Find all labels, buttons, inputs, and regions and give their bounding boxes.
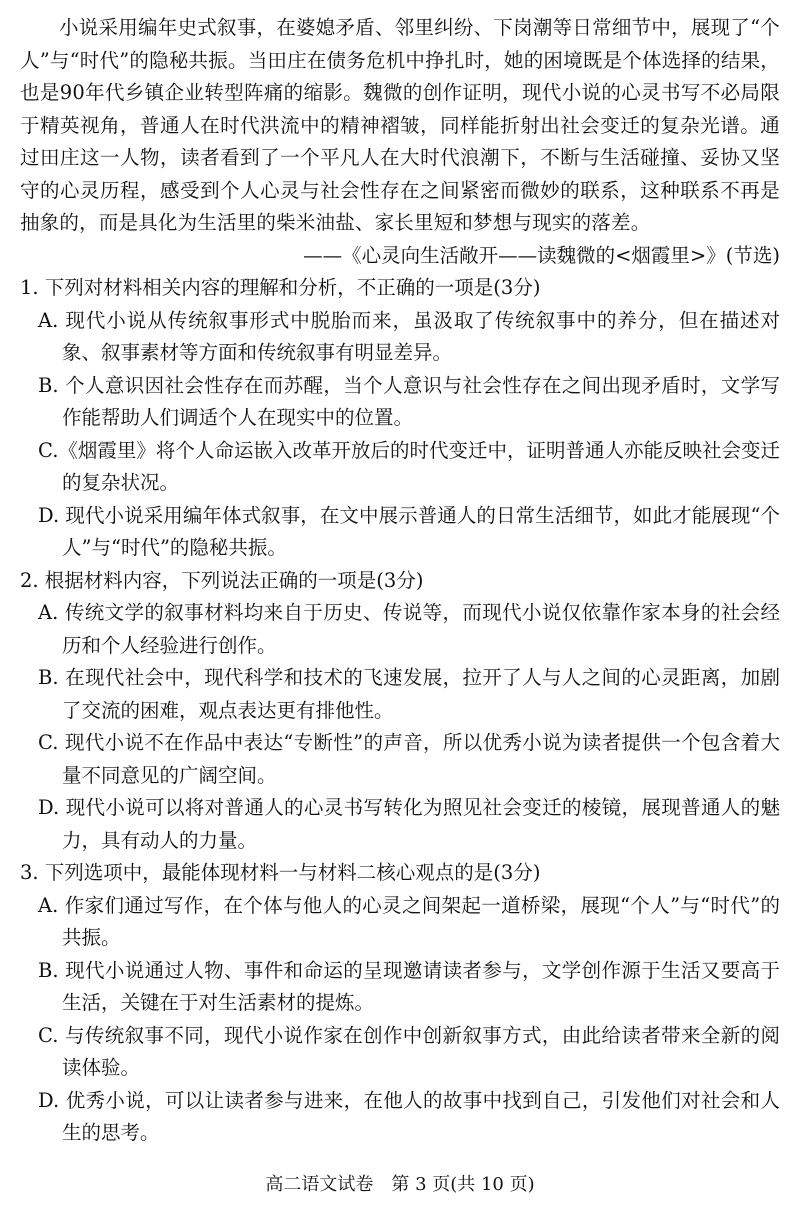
option-a: A. 传统文学的叙事材料均来自于历史、传说等，而现代小说仅依靠作家本身的社会经历和个人经验进行创作。 bbox=[38, 601, 780, 657]
page-content bbox=[20, 12, 780, 1150]
question-stem: 3. 下列选项中，最能体现材料一与材料二核心观点的是(3分) bbox=[20, 861, 541, 884]
option-b: B. 在现代社会中，现代科学和技术的飞速发展，拉开了人与人之间的心灵距离，加剧了交流的困难，观点表达更有排他性。 bbox=[38, 666, 780, 722]
passage-paragraph: 小说采用编年史式叙事，在婆媳矛盾、邻里纠纷、下岗潮等日常细节中，展现了“个人”与“时代”的隐秘共振。当田庄在债务危机中挣扎时，她的困境既是个体选择的结果，也是90年代乡镇企业转型阵痛的缩影。魏微的创作证明，现代小说的心灵书写不必局限于精英视角，普通人在时代洪流中的精神褶皱，同样能折射出社会变迁的复杂光谱。通过田庄这一人物，读者看到了一个平凡人在大时代浪潮下，不断与生活碰撞、妥协又坚守的心灵历程，感受到个人心灵与社会性存在之间紧密而微妙的联系，这种联系不再是抽象的，而是具化为生活里的柴米油盐、家长里短和梦想与现实的落差。 bbox=[20, 16, 780, 234]
option-d: D. 优秀小说，可以让读者参与进来，在他人的故事中找到自己，引发他们对社会和人生的思考。 bbox=[38, 1088, 780, 1144]
option-a: A. 现代小说从传统叙事形式中脱胎而来，虽汲取了传统叙事中的养分，但在描述对象、叙事素材等方面和传统叙事有明显差异。 bbox=[38, 308, 780, 364]
option-c: C.《烟霞里》将个人命运嵌入改革开放后的时代变迁中，证明普通人亦能反映社会变迁的复杂状况。 bbox=[38, 438, 780, 494]
passage-source: ——《心灵向生活敞开——读魏微的<烟霞里>》(节选) bbox=[303, 243, 780, 267]
question-stem: 2. 根据材料内容，下列说法正确的一项是(3分) bbox=[20, 568, 424, 592]
question-stem: 1. 下列对材料相关内容的理解和分析，不正确的一项是(3分) bbox=[20, 276, 541, 299]
option-d: D. 现代小说可以将对普通人的心灵书写转化为照见社会变迁的棱镜，展现普通人的魅力，具有动人的力量。 bbox=[38, 796, 780, 852]
question-1 bbox=[20, 272, 780, 565]
question-2 bbox=[20, 565, 780, 858]
option-d: D. 现代小说采用编年体式叙事，在文中展示普通人的日常生活细节，如此才能展现“个人”与“时代”的隐秘共振。 bbox=[38, 503, 780, 559]
page-footer: 高二语文试卷 第 3 页(共 10 页) bbox=[265, 1174, 535, 1195]
option-b: B. 现代小说通过人物、事件和命运的呈现邀请读者参与，文学创作源于生活又要高于生活，关键在于对生活素材的提炼。 bbox=[38, 958, 780, 1014]
question-3 bbox=[20, 857, 780, 1150]
option-a: A. 作家们通过写作，在个体与他人的心灵之间架起一道桥梁，展现“个人”与“时代”的共振。 bbox=[38, 893, 780, 949]
option-c: C. 与传统叙事不同，现代小说作家在创作中创新叙事方式，由此给读者带来全新的阅读体验。 bbox=[38, 1023, 780, 1079]
option-c: C. 现代小说不在作品中表达“专断性”的声音，所以优秀小说为读者提供一个包含着大量不同意见的广阔空间。 bbox=[38, 731, 780, 787]
option-b: B. 个人意识因社会性存在而苏醒，当个人意识与社会性存在之间出现矛盾时，文学写作能帮助人们调适个人在现实中的位置。 bbox=[38, 373, 780, 429]
